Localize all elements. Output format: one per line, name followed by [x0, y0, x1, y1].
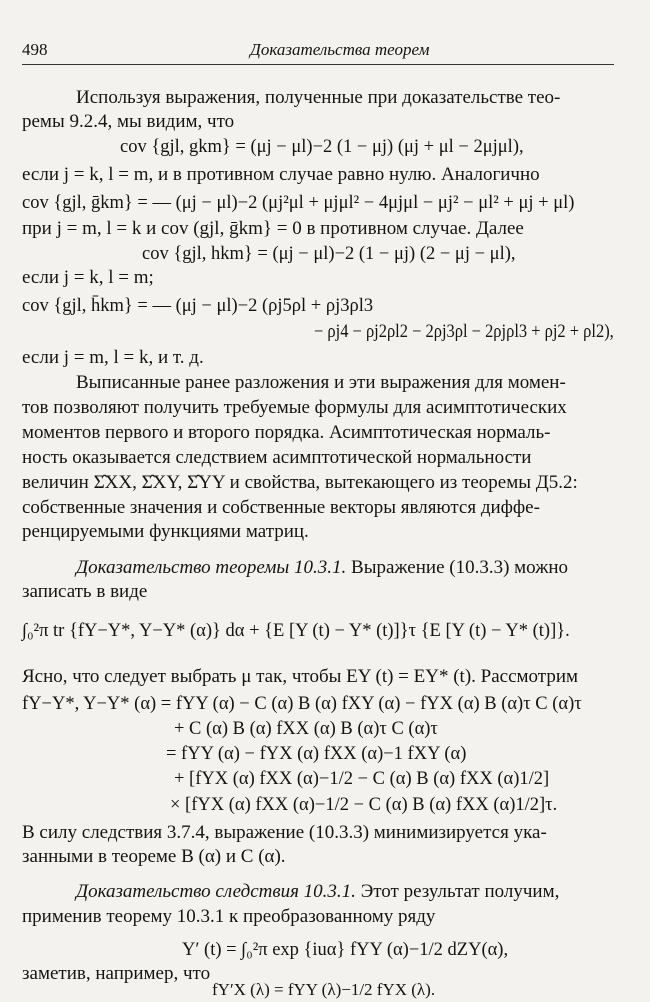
text-line: ремы 9.2.4, мы видим, что	[22, 111, 235, 132]
text-line: Ясно, что следует выбрать μ так, чтобы EY (t) = EY* (t). Рассмотрим	[22, 666, 579, 687]
text-line: величин Σ̂XX, Σ̂XY, Σ̂YY и свойства, вытекающего из теоремы Д5.2:	[22, 472, 578, 493]
text-line: моментов первого и второго порядка. Асимптотическая нормаль-	[22, 422, 551, 443]
text-line: Выписанные ранее разложения и эти выражения для момен-	[76, 372, 566, 393]
proof-text: Этот результат получим,	[355, 881, 560, 902]
proof-heading-line	[76, 880, 559, 904]
text-line: Используя выражения, полученные при доказательстве тео-	[76, 87, 561, 108]
proof-title: Доказательство теоремы 10.3.1.	[76, 557, 347, 578]
text-line: записать в виде	[22, 581, 148, 602]
proof-title: Доказательство следствия 10.3.1.	[76, 881, 356, 902]
formula-cov-g-hbar-1: cov {gjl, h̄km} = — (μj − μl)−2 (ρj5ρl + ρj3ρl3	[22, 296, 374, 316]
text-line: ренцируемыми функциями матриц.	[22, 521, 309, 542]
proof-text: Выражение (10.3.3) можно	[346, 557, 568, 578]
proof-heading-line	[76, 556, 568, 580]
page-number: 498	[22, 40, 48, 59]
text-line: применив теорему 10.3.1 к преобразованному ряду	[22, 906, 436, 927]
formula-spectral-1: fY−Y*, Y−Y* (α) = fYY (α) − C (α) B (α) fXY (α) − fYX (α) B (α)τ C (α)τ	[22, 694, 582, 714]
formula-f-yprime-x: fY′X (λ) = fYY (λ)−1/2 fYX (λ).	[212, 980, 436, 999]
header-rule	[22, 64, 614, 65]
formula-cov-g-hbar-2: − ρj4 − ρj2ρl2 − 2ρj3ρl − 2ρjρl3 + ρj2 + ρl2),	[314, 322, 614, 342]
text-line: собственные значения и собственные векторы являются диффе-	[22, 497, 540, 518]
formula-spectral-4: + [fYX (α) fXX (α)−1/2 − C (α) B (α) fXX (α)1/2]	[174, 769, 550, 789]
text-line: заметив, например, что	[22, 963, 211, 984]
formula-spectral-3: = fYY (α) − fYX (α) fXX (α)−1 fXY (α)	[166, 744, 467, 764]
formula-cov-g-g: cov {gjl, gkm} = (μj − μl)−2 (1 − μj) (μj + μl − 2μjμl),	[120, 137, 524, 157]
text-line: если j = m, l = k, и т. д.	[22, 347, 204, 368]
page-header	[22, 40, 614, 66]
text-line: В силу следствия 3.7.4, выражение (10.3.3) минимизируется ука-	[22, 822, 547, 843]
text-line: если j = k, l = m;	[22, 267, 154, 288]
formula-cov-g-gbar: cov {gjl, ḡkm} = — (μj − μl)−2 (μj²μl + μjμl² − 4μjμl − μj² − μl² + μj + μl)	[22, 193, 575, 213]
formula-cov-g-h: cov {gjl, hkm} = (μj − μl)−2 (1 − μj) (2 − μj − μl),	[142, 244, 516, 264]
text-line: тов позволяют получить требуемые формулы для асимптотических	[22, 397, 567, 418]
text-line: если j = k, l = m, и в противном случае равно нулю. Аналогично	[22, 164, 540, 185]
text-line: при j = m, l = k и cov (gjl, ḡkm} = 0 в противном случае. Далее	[22, 218, 524, 239]
formula-transformed-series: Y′ (t) = ∫₀²π exp {iuα} fYY (α)−1/2 dZY(α),	[182, 940, 509, 960]
text-line: ность оказывается следствием асимптотической нормальности	[22, 447, 532, 468]
formula-spectral-2: + C (α) B (α) fXX (α) B (α)τ C (α)τ	[174, 719, 438, 739]
formula-spectral-5: × [fYX (α) fXX (α)−1/2 − C (α) B (α) fXX (α)1/2]τ.	[170, 795, 558, 815]
running-title: Доказательства теорем	[250, 40, 430, 59]
text-line: занными в теореме B (α) и C (α).	[22, 846, 286, 867]
formula-integral-criterion: ∫₀²π tr {fY−Y*, Y−Y* (α)} dα + {E [Y (t) − Y* (t)]}τ {E [Y (t) − Y* (t)]}.	[22, 621, 570, 641]
